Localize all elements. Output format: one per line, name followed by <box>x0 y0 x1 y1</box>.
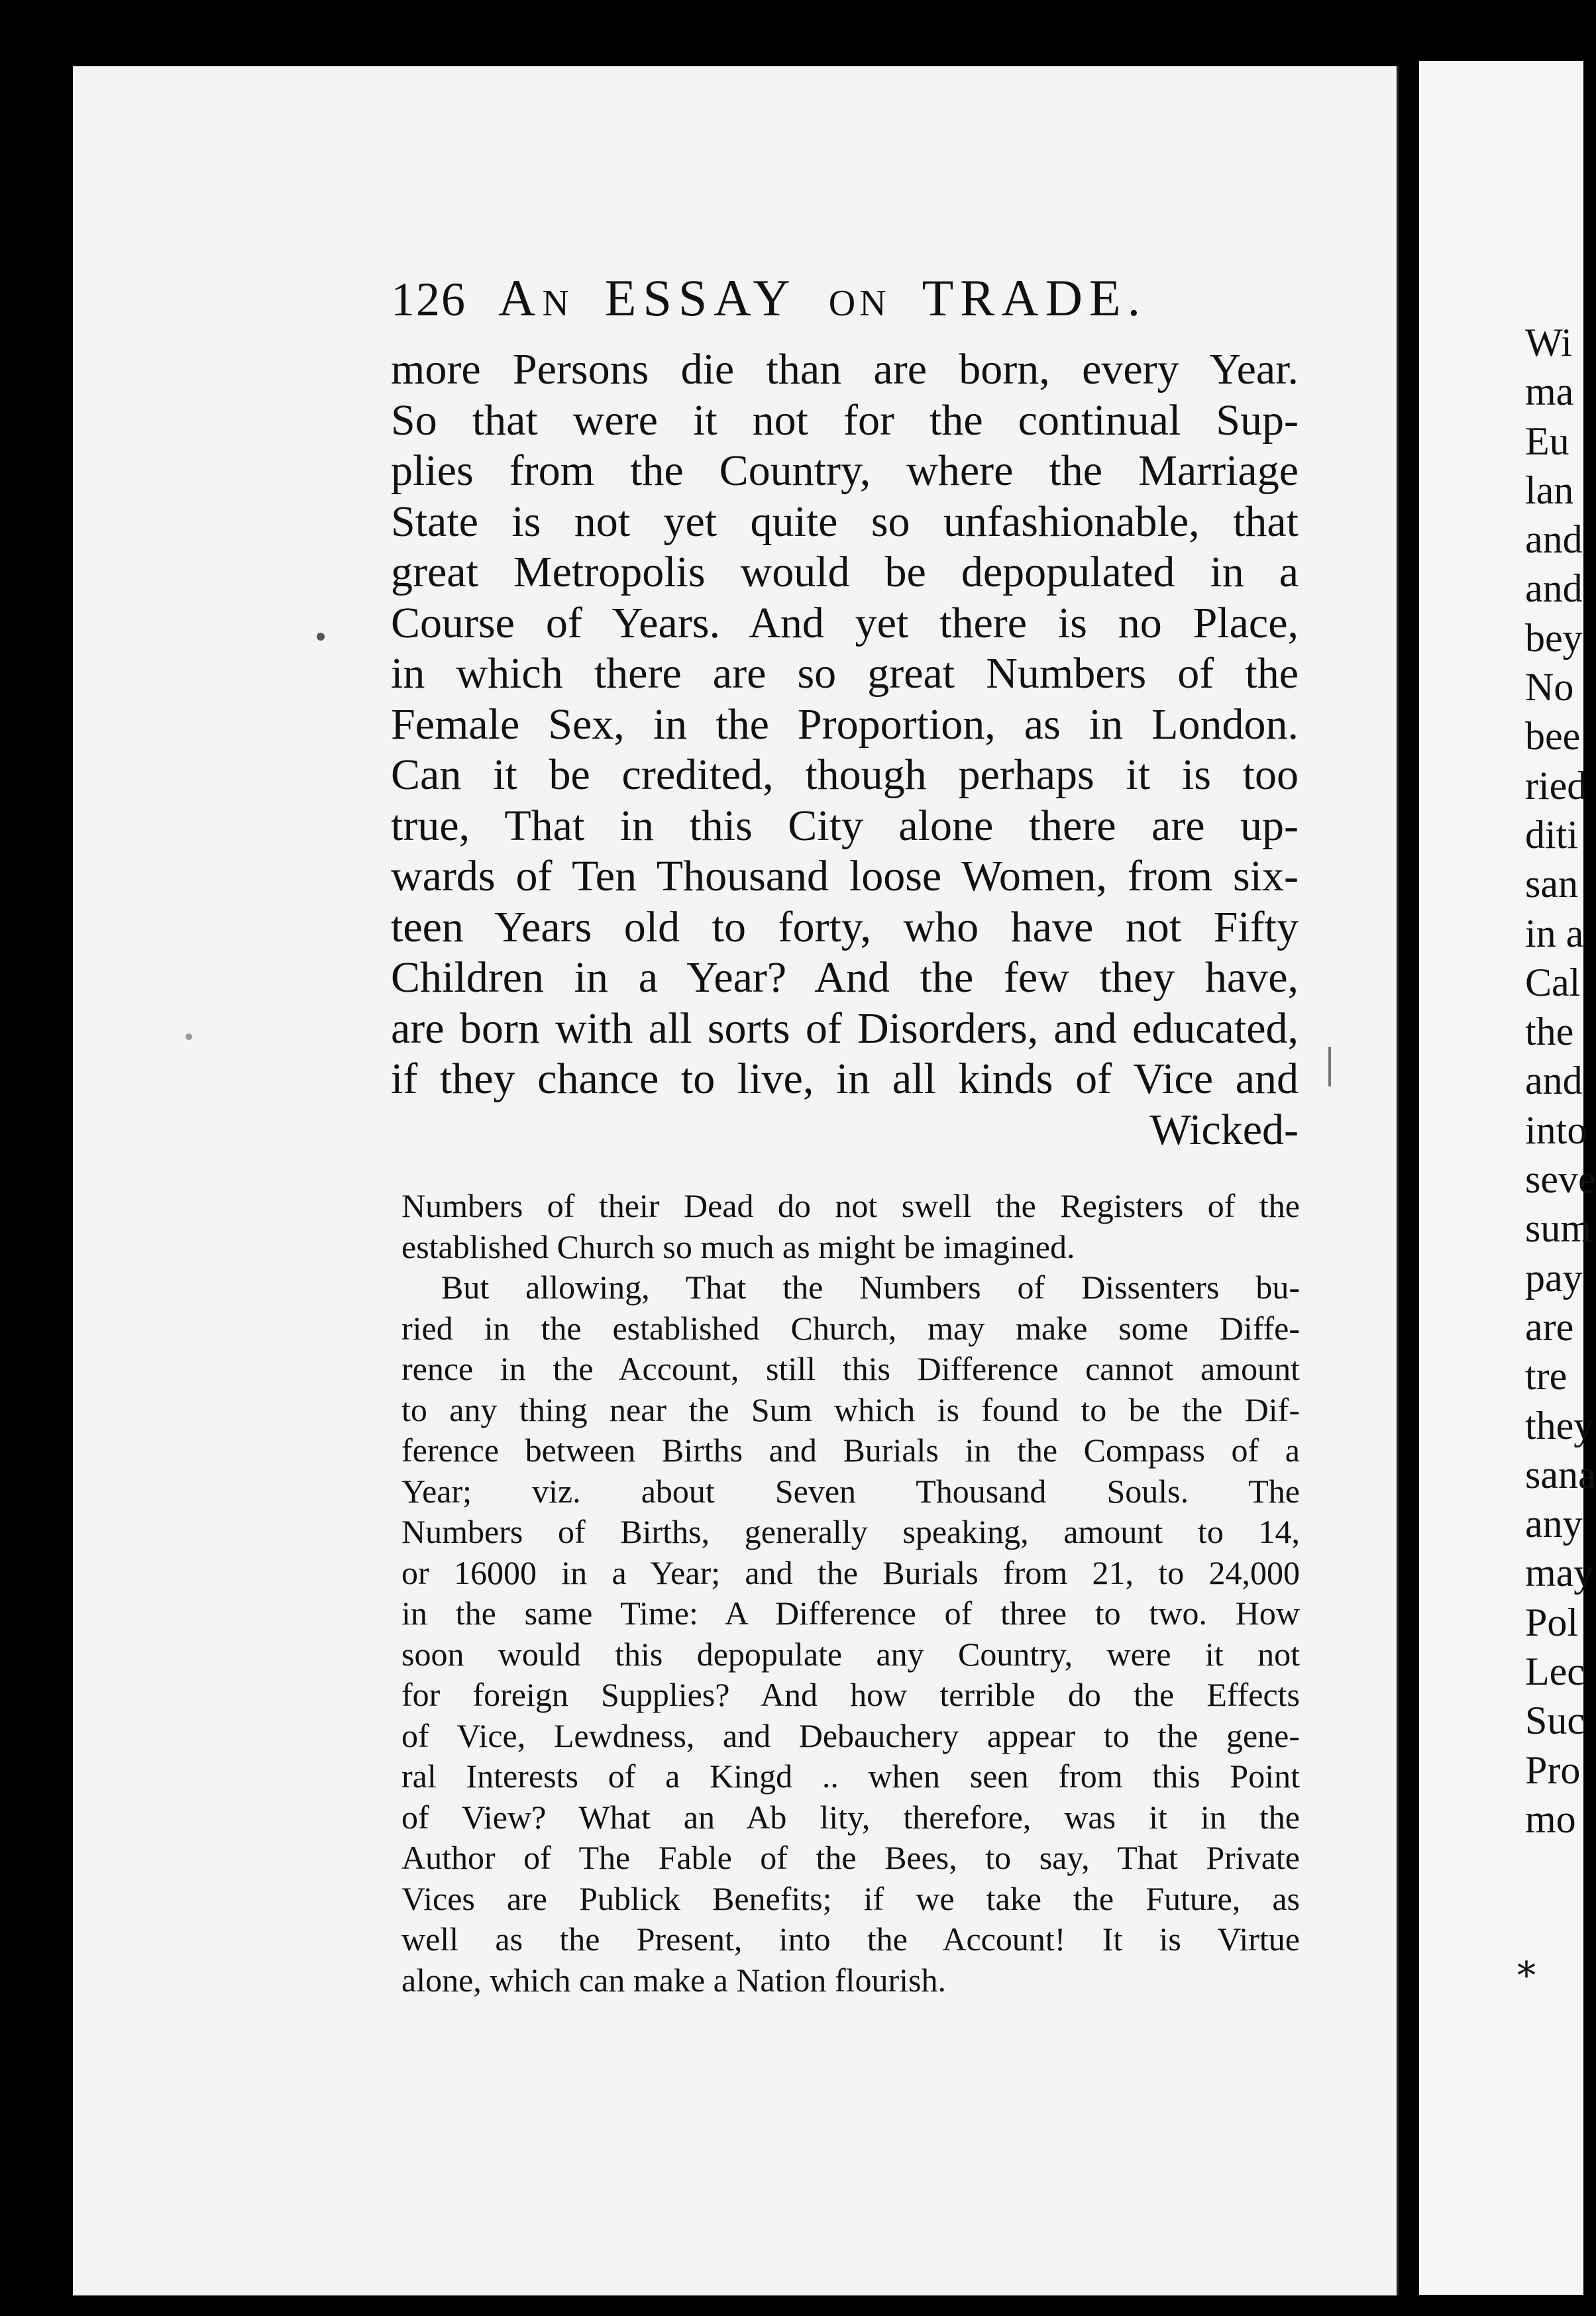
footnote-line-content: soon would this depopulate any Country, were it not <box>401 1635 1300 1673</box>
facing-page-fragment: seve <box>1525 1157 1596 1202</box>
facing-page-fragment: No <box>1525 665 1574 710</box>
footnote-line-content: Numbers of Births, generally speaking, amount to 14, <box>401 1513 1300 1550</box>
header-word-essay: ESSAY <box>604 269 797 327</box>
footnote-line <box>401 1267 1300 1308</box>
facing-page-fragment: the <box>1525 1010 1574 1054</box>
main-text-line-content: State is not yet quite so unfashionable, that <box>391 497 1299 546</box>
main-text-line-content: more Persons die than are born, every Year. <box>391 345 1299 394</box>
facing-page-fragment: into <box>1525 1108 1587 1152</box>
main-text-line-content: Course of Years. And yet there is no Place, <box>391 598 1299 647</box>
facing-page-fragment: Eu <box>1525 419 1569 463</box>
header-word-trade: TRADE. <box>922 269 1147 327</box>
main-text-line-content: Can it be credited, though perhaps it is too <box>391 751 1299 799</box>
main-text-line-content: Wicked- <box>1149 1105 1299 1154</box>
footnote-line-content: of View? What an Ab lity, therefore, was it in the <box>401 1798 1300 1836</box>
facing-page-fragment: and <box>1525 517 1583 562</box>
footnote-line <box>401 1879 1300 1920</box>
main-text-line <box>391 649 1299 700</box>
footnote-line-content: Numbers of their Dead do not swell the Registers of the <box>401 1187 1300 1224</box>
footnote-line <box>401 1349 1300 1390</box>
footnote-line <box>401 1430 1300 1471</box>
page-edge-mark <box>1328 1047 1331 1086</box>
footnote-line <box>401 1756 1300 1797</box>
header-word-on: ON <box>828 283 890 324</box>
facing-page-fragment: in a <box>1525 911 1584 955</box>
facing-page-fragment: lan <box>1525 468 1574 512</box>
facing-page-fragment: Pro <box>1525 1748 1581 1792</box>
main-text-line-content: teen Years old to forty, who have not Fifty <box>391 902 1299 951</box>
main-text-line <box>391 344 1299 395</box>
footnote-line <box>401 1675 1300 1716</box>
facing-page-fragment: and <box>1525 566 1583 611</box>
facing-page-fragment: bey <box>1525 615 1583 660</box>
facing-page-fragment: tre <box>1525 1354 1568 1398</box>
facing-page-fragment: mo <box>1525 1797 1576 1841</box>
main-text-line <box>391 801 1299 852</box>
footnote-line <box>401 1919 1300 1960</box>
facing-page-fragment: ma <box>1525 370 1574 414</box>
footnote-line-content: Year; viz. about Seven Thousand Souls. The <box>401 1472 1300 1510</box>
facing-page-fragments <box>1525 318 1596 1844</box>
header-word-n: N <box>542 283 573 324</box>
main-text-line <box>391 851 1299 902</box>
footnote-line <box>401 1716 1300 1757</box>
footnote-line <box>401 1471 1300 1512</box>
facing-page-fragment: san <box>1525 862 1578 906</box>
footnote-line-content: But allowing, That the Numbers of Dissenters bu- <box>441 1269 1300 1306</box>
facing-page-fragment: diti <box>1525 812 1579 857</box>
header-word-a: A <box>498 269 543 327</box>
footnote-line-content: established Church so much as might be imagined. <box>401 1228 1075 1265</box>
main-text-line <box>391 700 1299 751</box>
footnote-line-content: Vices are Publick Benefits; if we take the Future, as <box>401 1879 1300 1917</box>
main-text-line <box>391 547 1299 598</box>
main-text-line <box>391 1105 1299 1156</box>
page-speck <box>317 633 325 641</box>
main-text-line <box>391 395 1299 447</box>
main-text-line <box>391 598 1299 649</box>
facing-page-fragment: ried <box>1525 763 1587 808</box>
main-text-line <box>391 497 1299 548</box>
facing-page-fragment: and <box>1525 1059 1583 1103</box>
main-text-line-content: great Metropolis would be depopulated in a <box>391 548 1299 596</box>
main-text-line <box>391 446 1299 497</box>
footnote-line-content: for foreign Supplies? And how terrible do the Effects <box>401 1676 1300 1713</box>
main-text-line-content: if they chance to live, in all kinds of Vice and <box>391 1055 1299 1103</box>
footnote-line <box>401 1512 1300 1553</box>
main-text-line <box>391 953 1299 1004</box>
page-number: 126 <box>391 273 466 326</box>
footnote-line <box>401 1186 1300 1227</box>
main-text-line-content: true, That in this City alone there are up- <box>391 801 1299 850</box>
footnote-line <box>401 1390 1300 1431</box>
facing-page-fragment: Pol <box>1525 1600 1579 1644</box>
footnote-line <box>401 1593 1300 1634</box>
facing-page-fragment: may <box>1525 1551 1594 1595</box>
footnote-line <box>401 1227 1300 1268</box>
main-text-line-content: in which there are so great Numbers of the <box>391 649 1299 698</box>
footnote-line <box>401 1960 1300 2001</box>
facing-page-fragment: Suc <box>1525 1699 1585 1743</box>
page-speck <box>186 1033 192 1040</box>
main-text-line-content: Children in a Year? And the few they have, <box>391 953 1299 1002</box>
main-text-block <box>391 344 1299 1155</box>
running-header <box>391 268 1292 341</box>
main-text-line-content: are born with all sorts of Disorders, and educated, <box>391 1004 1299 1053</box>
footnote-line-content: ral Interests of a Kingd .. when seen from this Point <box>401 1758 1300 1795</box>
facing-page-fragment: sum <box>1525 1206 1592 1251</box>
footnote-line-content: ference between Births and Burials in the Compass of a <box>401 1432 1300 1469</box>
main-text-line-content: So that were it not for the continual Sup- <box>391 395 1299 445</box>
footnote-block <box>401 1186 1300 2001</box>
facing-page-fragment: Lec <box>1525 1650 1585 1694</box>
main-text-line <box>391 902 1299 953</box>
facing-page-fragment: pay <box>1525 1255 1583 1300</box>
facing-page-fragment: Cal <box>1525 960 1581 1004</box>
facing-page-fragment: Wi <box>1525 321 1572 364</box>
facing-page-fragment: bee <box>1525 714 1581 759</box>
facing-page-fragment: are <box>1525 1304 1574 1349</box>
facing-page-star: * <box>1517 1954 1536 1997</box>
main-text-line <box>391 1004 1299 1055</box>
main-text-line <box>391 1054 1299 1105</box>
footnote-line <box>401 1634 1300 1675</box>
footnote-line-content: ried in the established Church, may make some Diffe- <box>401 1309 1300 1347</box>
footnote-line-content: of Vice, Lewdness, and Debauchery appear to the gene- <box>401 1716 1300 1754</box>
footnote-line <box>401 1797 1300 1838</box>
footnote-line-content: Author of The Fable of the Bees, to say, That Private <box>401 1839 1300 1876</box>
footnote-line-content: to any thing near the Sum which is found to be the Dif- <box>401 1391 1300 1428</box>
footnote-line-content: rence in the Account, still this Difference cannot amount <box>401 1350 1300 1387</box>
footnote-line-content: in the same Time: A Difference of three to two. How <box>401 1595 1300 1632</box>
facing-page-fragment: any <box>1525 1502 1583 1546</box>
footnote-line-content: alone, which can make a Nation flourish. <box>401 1961 946 1999</box>
main-text-line-content: Female Sex, in the Proportion, as in London. <box>391 700 1299 749</box>
facing-page-fragment: they <box>1525 1403 1594 1448</box>
main-text-line-content: plies from the Country, where the Marriage <box>391 447 1299 495</box>
book-gutter <box>1397 53 1419 2305</box>
footnote-line-content: or 16000 in a Year; and the Burials from 21, to 24,000 <box>401 1553 1300 1591</box>
footnote-line <box>401 1553 1300 1594</box>
facing-page-fragment: sana <box>1525 1452 1596 1497</box>
footnote-line <box>401 1308 1300 1349</box>
footnote-line <box>401 1838 1300 1879</box>
main-text-line-content: wards of Ten Thousand loose Women, from six- <box>391 852 1299 900</box>
main-text-line <box>391 750 1299 801</box>
footnote-line-content: well as the Present, into the Account! It is Virtue <box>401 1921 1300 1958</box>
